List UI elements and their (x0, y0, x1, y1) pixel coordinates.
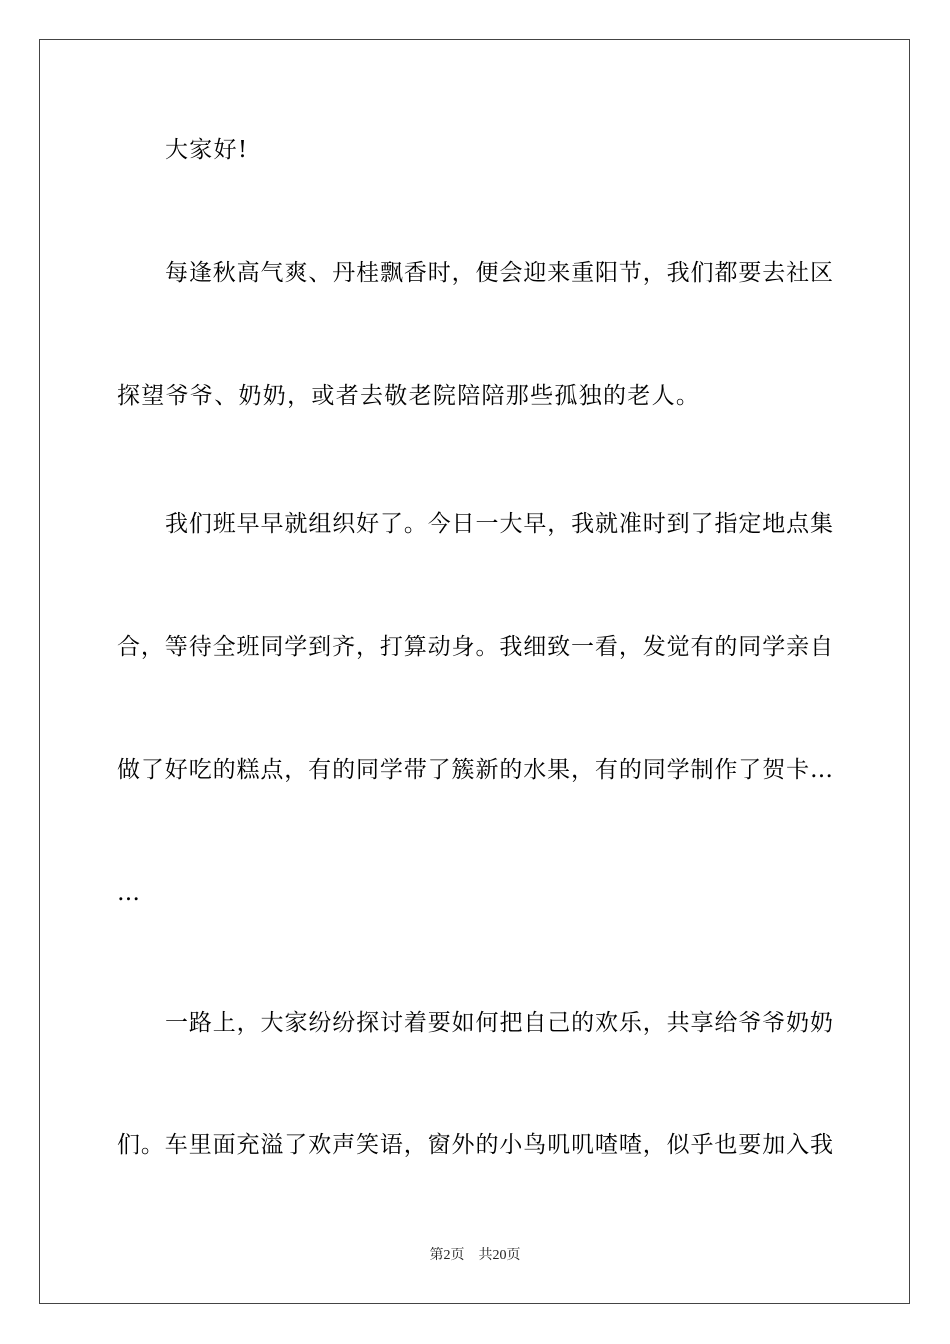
paragraph-3-line-1: 一路上，大家纷纷探讨着要如何把自己的欢乐，共享给爷爷奶奶 (165, 1010, 833, 1036)
paragraph-2-line-1: 我们班早早就组织好了。今日一大早，我就准时到了指定地点集 (165, 511, 833, 537)
paragraph-2-line-4: … (117, 880, 142, 906)
paragraph-1-line-2: 探望爷爷、奶奶，或者去敬老院陪陪那些孤独的老人。 (117, 383, 701, 409)
page-footer (0, 1247, 950, 1265)
paragraph-2-line-2: 合，等待全班同学到齐，打算动身。我细致一看，发觉有的同学亲自 (117, 634, 833, 660)
paragraph-1-line-1: 每逢秋高气爽、丹桂飘香时，便会迎来重阳节，我们都要去社区 (165, 260, 833, 286)
total-pages: 共20页 (478, 1248, 521, 1263)
greeting-line: 大家好! (165, 137, 249, 163)
page-border (39, 39, 910, 1304)
paragraph-2-line-3: 做了好吃的糕点，有的同学带了簇新的水果，有的同学制作了贺卡… (117, 757, 833, 783)
page-number: 第2页 (429, 1248, 465, 1263)
paragraph-3-line-2: 们。车里面充溢了欢声笑语，窗外的小鸟叽叽喳喳，似乎也要加入我 (117, 1132, 833, 1158)
